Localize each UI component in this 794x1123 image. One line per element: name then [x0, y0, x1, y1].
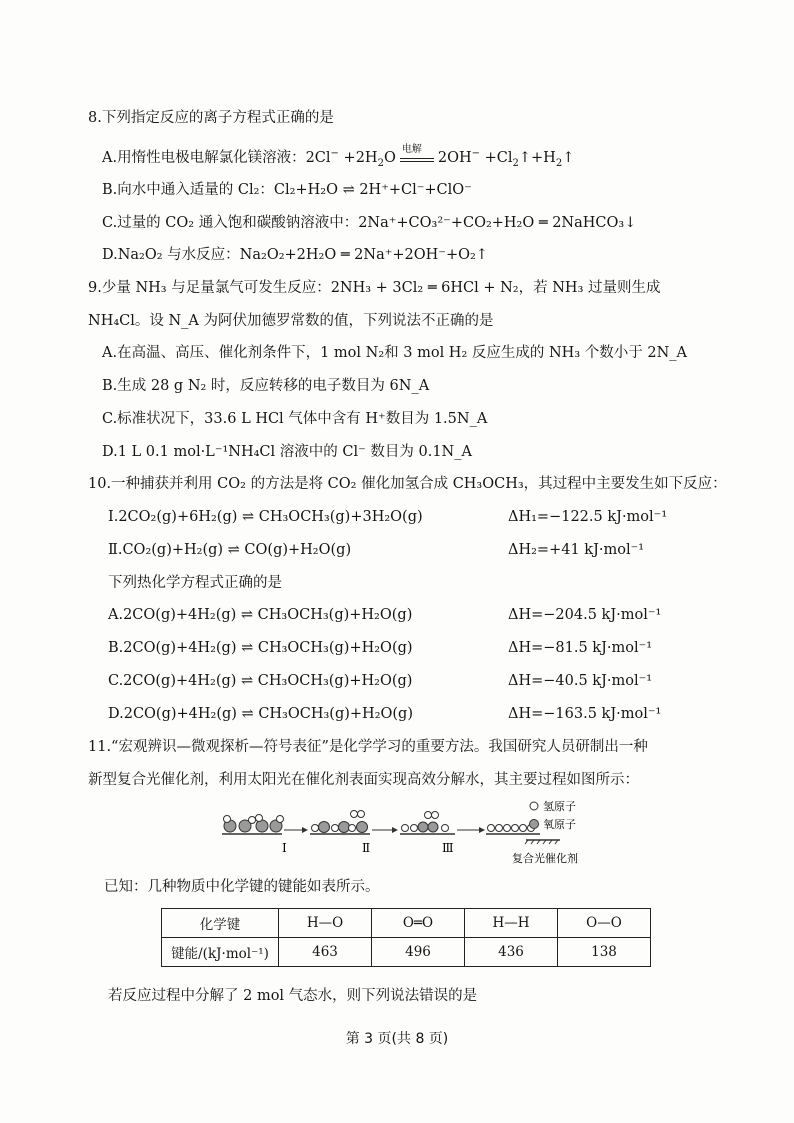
table-cell: 436	[465, 938, 558, 967]
q8-option-b: B.向水中通入适量的 Cl₂：Cl₂+H₂O ⇌ 2H⁺+Cl⁻+ClO⁻	[102, 182, 472, 198]
table-row-label: 键能/(kJ·mol⁻¹)	[162, 938, 279, 967]
table-header-cell: 化学键	[162, 909, 279, 938]
q10-option-b-dh: ΔH=−81.5 kJ·mol⁻¹	[508, 640, 653, 656]
arrow-head-3	[479, 827, 485, 833]
diagram-legend	[512, 800, 578, 865]
arrow-head-2	[392, 827, 398, 833]
q10-option-c: C.2CO(g)+4H₂(g) ⇌ CH₃OCH₃(g)+H₂O(g)	[108, 673, 413, 689]
q10-option-c-dh: ΔH=−40.5 kJ·mol⁻¹	[508, 673, 653, 689]
q10-option-d: D.2CO(g)+4H₂(g) ⇌ CH₃OCH₃(g)+H₂O(g)	[108, 706, 413, 722]
q11-stem-line2: 新型复合光催化剂，利用太阳光在催化剂表面实现高效分解水，其主要过程如图所示：	[88, 772, 639, 788]
water-splitting-diagram	[220, 800, 640, 870]
table-cell: 138	[558, 938, 651, 967]
bond-energy-table	[161, 908, 651, 967]
arrow-head-1	[302, 827, 308, 833]
q9-option-d: D.1 L 0.1 mol·L⁻¹NH₄Cl 溶液中的 Cl⁻ 数目为 0.1N_A	[102, 444, 472, 460]
q8-option-c: C.过量的 CO₂ 通入饱和碳酸钠溶液中：2Na⁺+CO₃²⁻+CO₂+H₂O ═ 2NaHCO₃↓	[102, 215, 637, 231]
legend-catalyst: 复合光催化剂	[512, 852, 578, 865]
table-header-cell: O═O	[372, 909, 465, 938]
table-cell: 463	[279, 938, 372, 967]
q10-stem: 10.一种捕获并利用 CO₂ 的方法是将 CO₂ 催化加氢合成 CH₃OCH₃，其过程中主要发生如下反应：	[88, 476, 727, 492]
q10-option-b: B.2CO(g)+4H₂(g) ⇌ CH₃OCH₃(g)+H₂O(g)	[108, 640, 413, 656]
q9-option-c: C.标准状况下，33.6 L HCl 气体中含有 H⁺数目为 1.5N_A	[102, 411, 488, 427]
q10-reaction-2: Ⅱ.CO₂(g)+H₂(g) ⇌ CO(g)+H₂O(g)	[108, 542, 352, 558]
table-row	[162, 938, 651, 967]
table-header-row	[162, 909, 651, 938]
step-3-label: Ⅲ	[442, 841, 454, 855]
q11-final: 若反应过程中分解了 2 mol 气态水，则下列说法错误的是	[108, 988, 478, 1004]
q10-reaction-1-dh: ΔH₁=−122.5 kJ·mol⁻¹	[508, 509, 668, 525]
stage-initial	[222, 815, 284, 835]
q10-reaction-1: Ⅰ.2CO₂(g)+6H₂(g) ⇌ CH₃OCH₃(g)+3H₂O(g)	[108, 509, 423, 525]
q10-option-d-dh: ΔH=−163.5 kJ·mol⁻¹	[508, 706, 662, 722]
legend-hydrogen: 氢原子	[543, 800, 576, 813]
page-footer: 第 3 页(共 8 页)	[345, 1031, 449, 1047]
q11-stem-line1: 11.“宏观辨识—微观探析—符号表征”是化学学习的重要方法。我国研究人员研制出一种	[88, 739, 648, 755]
q10-reaction-2-dh: ΔH₂=+41 kJ·mol⁻¹	[508, 542, 645, 558]
step-1-label: Ⅰ	[282, 841, 287, 855]
step-2-label: Ⅱ	[362, 841, 371, 855]
stage-after-1	[310, 811, 370, 835]
table-header-cell: H—O	[279, 909, 372, 938]
q10-option-a: A.2CO(g)+4H₂(g) ⇌ CH₃OCH₃(g)+H₂O(g)	[108, 607, 413, 623]
q10-prompt: 下列热化学方程式正确的是	[108, 575, 282, 591]
q9-option-a: A.在高温、高压、催化剂条件下，1 mol N₂和 3 mol H₂ 反应生成的 NH₃ 个数小于 2N_A	[102, 345, 687, 361]
q8-stem: 8.下列指定反应的离子方程式正确的是	[88, 110, 334, 126]
q9-option-b: B.生成 28 g N₂ 时，反应转移的电子数目为 6N_A	[102, 378, 430, 394]
table-header-cell: O—O	[558, 909, 651, 938]
table-header-cell: H—H	[465, 909, 558, 938]
legend-oxygen: 氧原子	[543, 818, 576, 831]
q8-option-a: A.用惰性电极电解氯化镁溶液：$2Cl^- +2H_2O$ 电解 $2OH^- +Cl_2↑+H_2↑$	[102, 144, 575, 169]
electrolysis-arrow: 电解	[400, 152, 434, 162]
q9-stem-line2: NH₄Cl。设 N_A 为阿伏加德罗常数的值，下列说法不正确的是	[88, 313, 494, 329]
q11-known: 已知：几种物质中化学键的键能如表所示。	[104, 879, 380, 895]
q8-option-d: D.Na₂O₂ 与水反应：Na₂O₂+2H₂O ═ 2Na⁺+2OH⁻+O₂↑	[102, 247, 488, 263]
q9-stem-line1: 9.少量 NH₃ 与足量氯气可发生反应：2NH₃ + 3Cl₂ ═ 6HCl + N₂，若 NH₃ 过量则生成	[88, 280, 661, 296]
table-cell: 496	[372, 938, 465, 967]
q10-option-a-dh: ΔH=−204.5 kJ·mol⁻¹	[508, 607, 662, 623]
stage-after-2	[400, 812, 455, 835]
